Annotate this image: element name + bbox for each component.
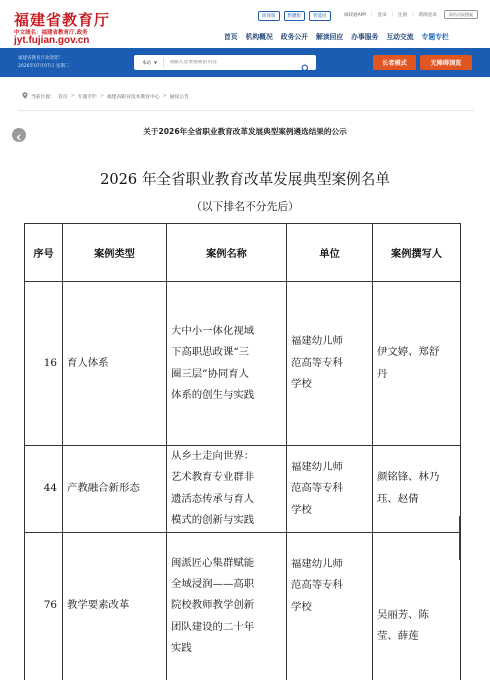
breadcrumb-notice[interactable]: 通知公告 xyxy=(169,95,189,100)
nav-special-topics[interactable]: 专题专栏 xyxy=(421,33,449,41)
accessibility-button[interactable]: 无障碍浏览 xyxy=(420,55,472,70)
case-name-line: 遗活态传承与育人 xyxy=(171,492,255,505)
row-case-name xyxy=(167,446,287,533)
case-list-table xyxy=(24,223,461,680)
case-name-line: 院校教师教学创新 xyxy=(171,599,255,612)
row-case-type: 教学要素改革 xyxy=(63,532,167,680)
row-unit xyxy=(287,446,373,533)
row-case-type: 育人体系 xyxy=(63,282,167,446)
breadcrumb-prefix: 当前位置： xyxy=(31,95,55,100)
header-case-type: 案例类型 xyxy=(63,224,167,282)
unit-line: 学校 xyxy=(291,378,312,391)
unit-line: 范高等专科 xyxy=(291,579,343,592)
search-icon[interactable] xyxy=(301,58,310,77)
breadcrumb-home[interactable]: 首页 xyxy=(58,95,68,100)
author-block xyxy=(377,605,456,648)
unit-line: 范高等专科 xyxy=(291,356,343,369)
header-number: 序号 xyxy=(25,224,63,282)
breadcrumb-separator: > xyxy=(99,94,104,99)
site-header xyxy=(0,0,490,48)
search-scope-select[interactable] xyxy=(134,58,164,67)
divider: | xyxy=(371,12,373,17)
unit-block xyxy=(291,554,368,618)
row-number: 44 xyxy=(25,446,63,533)
author-line: 颜铭锋、林乃 xyxy=(377,471,440,484)
author-line: 莹、薛莲 xyxy=(377,630,419,643)
header-case-name: 案例名称 xyxy=(167,224,287,282)
author-line: 吴丽芳、陈 xyxy=(377,608,429,621)
unit-line: 福建幼儿师 xyxy=(291,460,343,473)
row-author xyxy=(373,446,461,533)
row-case-name xyxy=(167,532,287,680)
document-title: 2026 年全省职业教育改革发展典型案例名单 xyxy=(100,171,390,188)
unit-line: 学校 xyxy=(291,503,312,516)
case-name-line: 实践 xyxy=(171,642,192,655)
author-line: 丹 xyxy=(377,367,388,380)
header-unit: 单位 xyxy=(287,224,373,282)
divider: | xyxy=(391,12,394,17)
search-input[interactable] xyxy=(169,60,299,65)
breadcrumb-topics[interactable]: 专题专栏 xyxy=(77,95,97,100)
site-logo-domain: jyt.fujian.gov.cn xyxy=(14,35,90,46)
table-row xyxy=(25,282,461,446)
search-box xyxy=(134,55,316,70)
register-link[interactable]: 注册 xyxy=(398,13,408,18)
site-search-button[interactable]: 网站问候搜索 xyxy=(444,10,478,19)
simplified-button[interactable]: 简体版 xyxy=(258,11,280,21)
breadcrumb xyxy=(22,92,189,101)
header-author: 案例撰写人 xyxy=(373,224,461,282)
nav-gov-affairs[interactable]: 政务公开 xyxy=(280,33,308,41)
case-name-line: 从乡土走向世界： xyxy=(171,450,255,462)
location-icon xyxy=(22,92,28,101)
news-login-link[interactable]: 新闻登录 xyxy=(418,13,437,18)
case-name-line: 闽派匠心集群赋能 xyxy=(171,556,255,569)
nav-home[interactable]: 首页 xyxy=(224,33,238,41)
search-scope-label: 本站 xyxy=(142,60,151,66)
case-name-line: 艺术教育专业群非 xyxy=(171,471,255,484)
chevron-down-icon: ▼ xyxy=(154,60,158,65)
table-row xyxy=(25,446,461,533)
breadcrumb-separator: > xyxy=(162,94,167,99)
row-author xyxy=(373,532,461,680)
nav-services[interactable]: 办事服务 xyxy=(351,33,379,41)
case-name-line: 圈三层”协同育人 xyxy=(171,367,250,380)
unit-line: 范高等专科 xyxy=(291,482,343,495)
author-line: 伊文婷、郑舒 xyxy=(377,346,440,359)
row-author xyxy=(373,282,461,446)
case-name-line: 模式的创新与实践 xyxy=(171,514,255,527)
traditional-button[interactable]: 繁體版 xyxy=(284,11,306,21)
unit-line: 福建幼儿师 xyxy=(291,558,343,571)
row-case-name xyxy=(167,282,287,446)
breadcrumb-center[interactable]: 福建省职业技术教育中心 xyxy=(106,95,160,100)
welcome-text: 福建省教育厅欢迎您！ xyxy=(18,56,63,61)
breadcrumb-separator: > xyxy=(70,94,75,99)
article-title: 关于2026年全省职业教育改革发展典型案例遴选结果的公示 xyxy=(143,127,347,136)
case-name-line: 体系的创生与实践 xyxy=(171,388,255,401)
row-unit xyxy=(287,532,373,680)
language-switcher xyxy=(258,11,331,21)
author-line: 珏、赵倩 xyxy=(377,492,419,505)
divider xyxy=(459,516,460,560)
unit-line: 学校 xyxy=(291,600,312,613)
divider xyxy=(18,110,474,111)
site-logo-title[interactable]: 福建省教育厅 xyxy=(14,11,111,29)
app-link[interactable]: 闽政通APP xyxy=(344,13,367,18)
login-link[interactable]: 登录 xyxy=(377,13,387,18)
case-name-line: 全域浸润——高职 xyxy=(171,578,255,591)
main-nav xyxy=(224,31,449,41)
nav-interaction[interactable]: 互动交流 xyxy=(386,33,414,41)
unit-line: 福建幼儿师 xyxy=(291,335,343,348)
top-links xyxy=(344,12,437,18)
elder-mode-button[interactable]: 长者模式 xyxy=(373,55,416,70)
current-date: 2026年07月07日 星期二 xyxy=(18,64,70,69)
row-case-type: 产教融合新形态 xyxy=(63,446,167,533)
table-header-row xyxy=(25,224,461,282)
document-subtitle: （以下排名不分先后） xyxy=(191,200,299,213)
row-number: 76 xyxy=(25,532,63,680)
table-row xyxy=(25,532,461,680)
smart-qa-button[interactable]: 智能问 xyxy=(309,11,331,21)
nav-organization[interactable]: 机构概况 xyxy=(245,33,273,41)
row-unit xyxy=(287,282,373,446)
row-number: 16 xyxy=(25,282,63,446)
divider: | xyxy=(412,12,414,17)
site-logo-cn-domain: 中文域名：福建省教育厅.政务 xyxy=(14,30,88,36)
search-bar-strip xyxy=(0,48,490,77)
nav-interpretation[interactable]: 解读回应 xyxy=(315,33,344,41)
case-name-line: 下高职思政课“三 xyxy=(171,346,250,359)
case-name-line: 团队建设的二十年 xyxy=(171,620,255,633)
case-name-line: 大中小一体化视域 xyxy=(171,324,255,337)
